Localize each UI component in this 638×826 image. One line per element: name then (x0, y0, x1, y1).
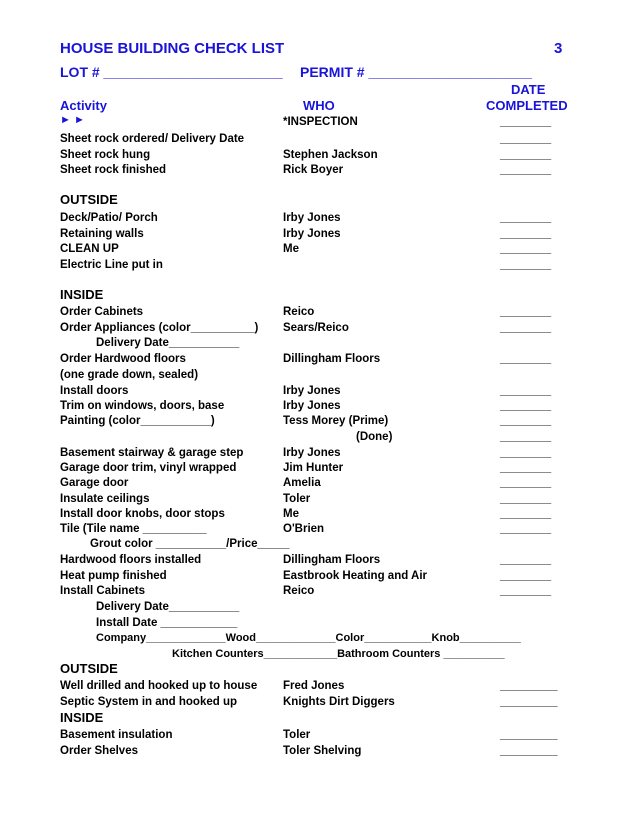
date-blank: _________ (500, 729, 558, 741)
permit-field: PERMIT # _____________________ (300, 64, 532, 80)
activity: Install doors (60, 385, 129, 397)
who: Irby Jones (283, 212, 341, 224)
date-label: DATE (511, 82, 546, 97)
activity: Insulate ceilings (60, 493, 150, 505)
who: Tess Morey (Prime) (283, 415, 389, 427)
activity: Order Shelves (60, 745, 138, 757)
activity: Order Hardwood floors (60, 353, 186, 365)
who: Irby Jones (283, 400, 341, 412)
date-blank: ________ (500, 243, 552, 255)
date-blank: ________ (500, 462, 552, 474)
date-blank: ________ (500, 415, 552, 427)
activity: Basement stairway & garage step (60, 447, 244, 459)
who: Jim Hunter (283, 462, 344, 474)
who: Stephen Jackson (283, 149, 378, 161)
activity: Install door knobs, door stops (60, 508, 225, 520)
who: Irby Jones (283, 385, 341, 397)
date-blank: ________ (500, 523, 552, 535)
who: Fred Jones (283, 680, 345, 692)
activity: Install Date ____________ (96, 617, 238, 629)
who: Dillingham Floors (283, 554, 381, 566)
activity: Grout color ___________/Price_____ (90, 538, 290, 550)
who: Amelia (283, 477, 321, 489)
date-blank: ________ (500, 447, 552, 459)
date-blank: ________ (500, 116, 552, 128)
activity: Company_____________Wood_____________Color___________Knob__________ (96, 632, 521, 644)
date-blank: ________ (500, 306, 552, 318)
date-blank: _________ (500, 680, 558, 692)
date-blank: ________ (500, 400, 552, 412)
who: Me (283, 508, 299, 520)
activity: Delivery Date___________ (96, 601, 240, 613)
date-blank: ________ (500, 212, 552, 224)
activity: Septic System in and hooked up (60, 696, 238, 708)
section-outside: OUTSIDE (60, 661, 118, 676)
activity: Delivery Date___________ (96, 337, 240, 349)
activity: Electric Line put in (60, 259, 163, 271)
who: Toler (283, 729, 311, 741)
activity: Well drilled and hooked up to house (60, 680, 258, 692)
activity: Garage door (60, 477, 129, 489)
activity: CLEAN UP (60, 243, 119, 255)
date-blank: ________ (500, 477, 552, 489)
date-blank: ________ (500, 493, 552, 505)
who: Toler Shelving (283, 745, 362, 757)
activity: Sheet rock hung (60, 149, 151, 161)
activity: Trim on windows, doors, base (60, 400, 225, 412)
activity: Deck/Patio/ Porch (60, 212, 158, 224)
activity: Sheet rock ordered/ Delivery Date (60, 133, 245, 145)
who: Eastbrook Heating and Air (283, 570, 427, 582)
who: Knights Dirt Diggers (283, 696, 395, 708)
date-blank: ________ (500, 259, 552, 271)
date-blank: ________ (500, 585, 552, 597)
section-inside: INSIDE (60, 710, 104, 725)
date-blank: ________ (500, 164, 552, 176)
date-blank: ________ (500, 228, 552, 240)
inspection-note: *INSPECTION (283, 116, 358, 128)
who: Me (283, 243, 299, 255)
date-blank: ________ (500, 133, 552, 145)
activity: Heat pump finished (60, 570, 167, 582)
col-completed-header: COMPLETED (486, 98, 568, 113)
activity: Garage door trim, vinyl wrapped (60, 462, 237, 474)
who: Dillingham Floors (283, 353, 381, 365)
date-blank: ________ (500, 353, 552, 365)
who: Sears/Reico (283, 322, 349, 334)
who: Irby Jones (283, 447, 341, 459)
arrows-icon: ► ► (60, 114, 85, 126)
date-blank: ________ (500, 570, 552, 582)
date-blank: ________ (500, 385, 552, 397)
who: Reico (283, 306, 315, 318)
who: Irby Jones (283, 228, 341, 240)
date-blank: ________ (500, 149, 552, 161)
activity: Install Cabinets (60, 585, 145, 597)
activity: Order Appliances (color__________) (60, 322, 259, 334)
section-outside: OUTSIDE (60, 192, 118, 207)
date-blank: ________ (500, 508, 552, 520)
page-title: HOUSE BUILDING CHECK LIST (60, 40, 285, 57)
activity: Basement insulation (60, 729, 173, 741)
activity: Sheet rock finished (60, 164, 167, 176)
activity: Painting (color___________) (60, 415, 215, 427)
who: O'Brien (283, 523, 325, 535)
who: (Done) (356, 431, 393, 443)
date-blank: ________ (500, 554, 552, 566)
activity: (one grade down, sealed) (60, 369, 199, 381)
lot-field: LOT # _______________________ (60, 64, 283, 80)
activity: Kitchen Counters____________Bathroom Counters __________ (172, 648, 505, 660)
date-blank: ________ (500, 431, 552, 443)
page-number: 3 (554, 40, 563, 57)
who: Rick Boyer (283, 164, 344, 176)
date-blank: ________ (500, 322, 552, 334)
activity: Tile (Tile name __________ (60, 523, 207, 535)
date-blank: _________ (500, 696, 558, 708)
date-blank: _________ (500, 745, 558, 757)
col-who-header: WHO (303, 98, 335, 113)
col-activity-header: Activity (60, 98, 107, 113)
who: Reico (283, 585, 315, 597)
activity: Retaining walls (60, 228, 144, 240)
activity: Order Cabinets (60, 306, 144, 318)
who: Toler (283, 493, 311, 505)
activity: Hardwood floors installed (60, 554, 202, 566)
section-inside: INSIDE (60, 287, 104, 302)
